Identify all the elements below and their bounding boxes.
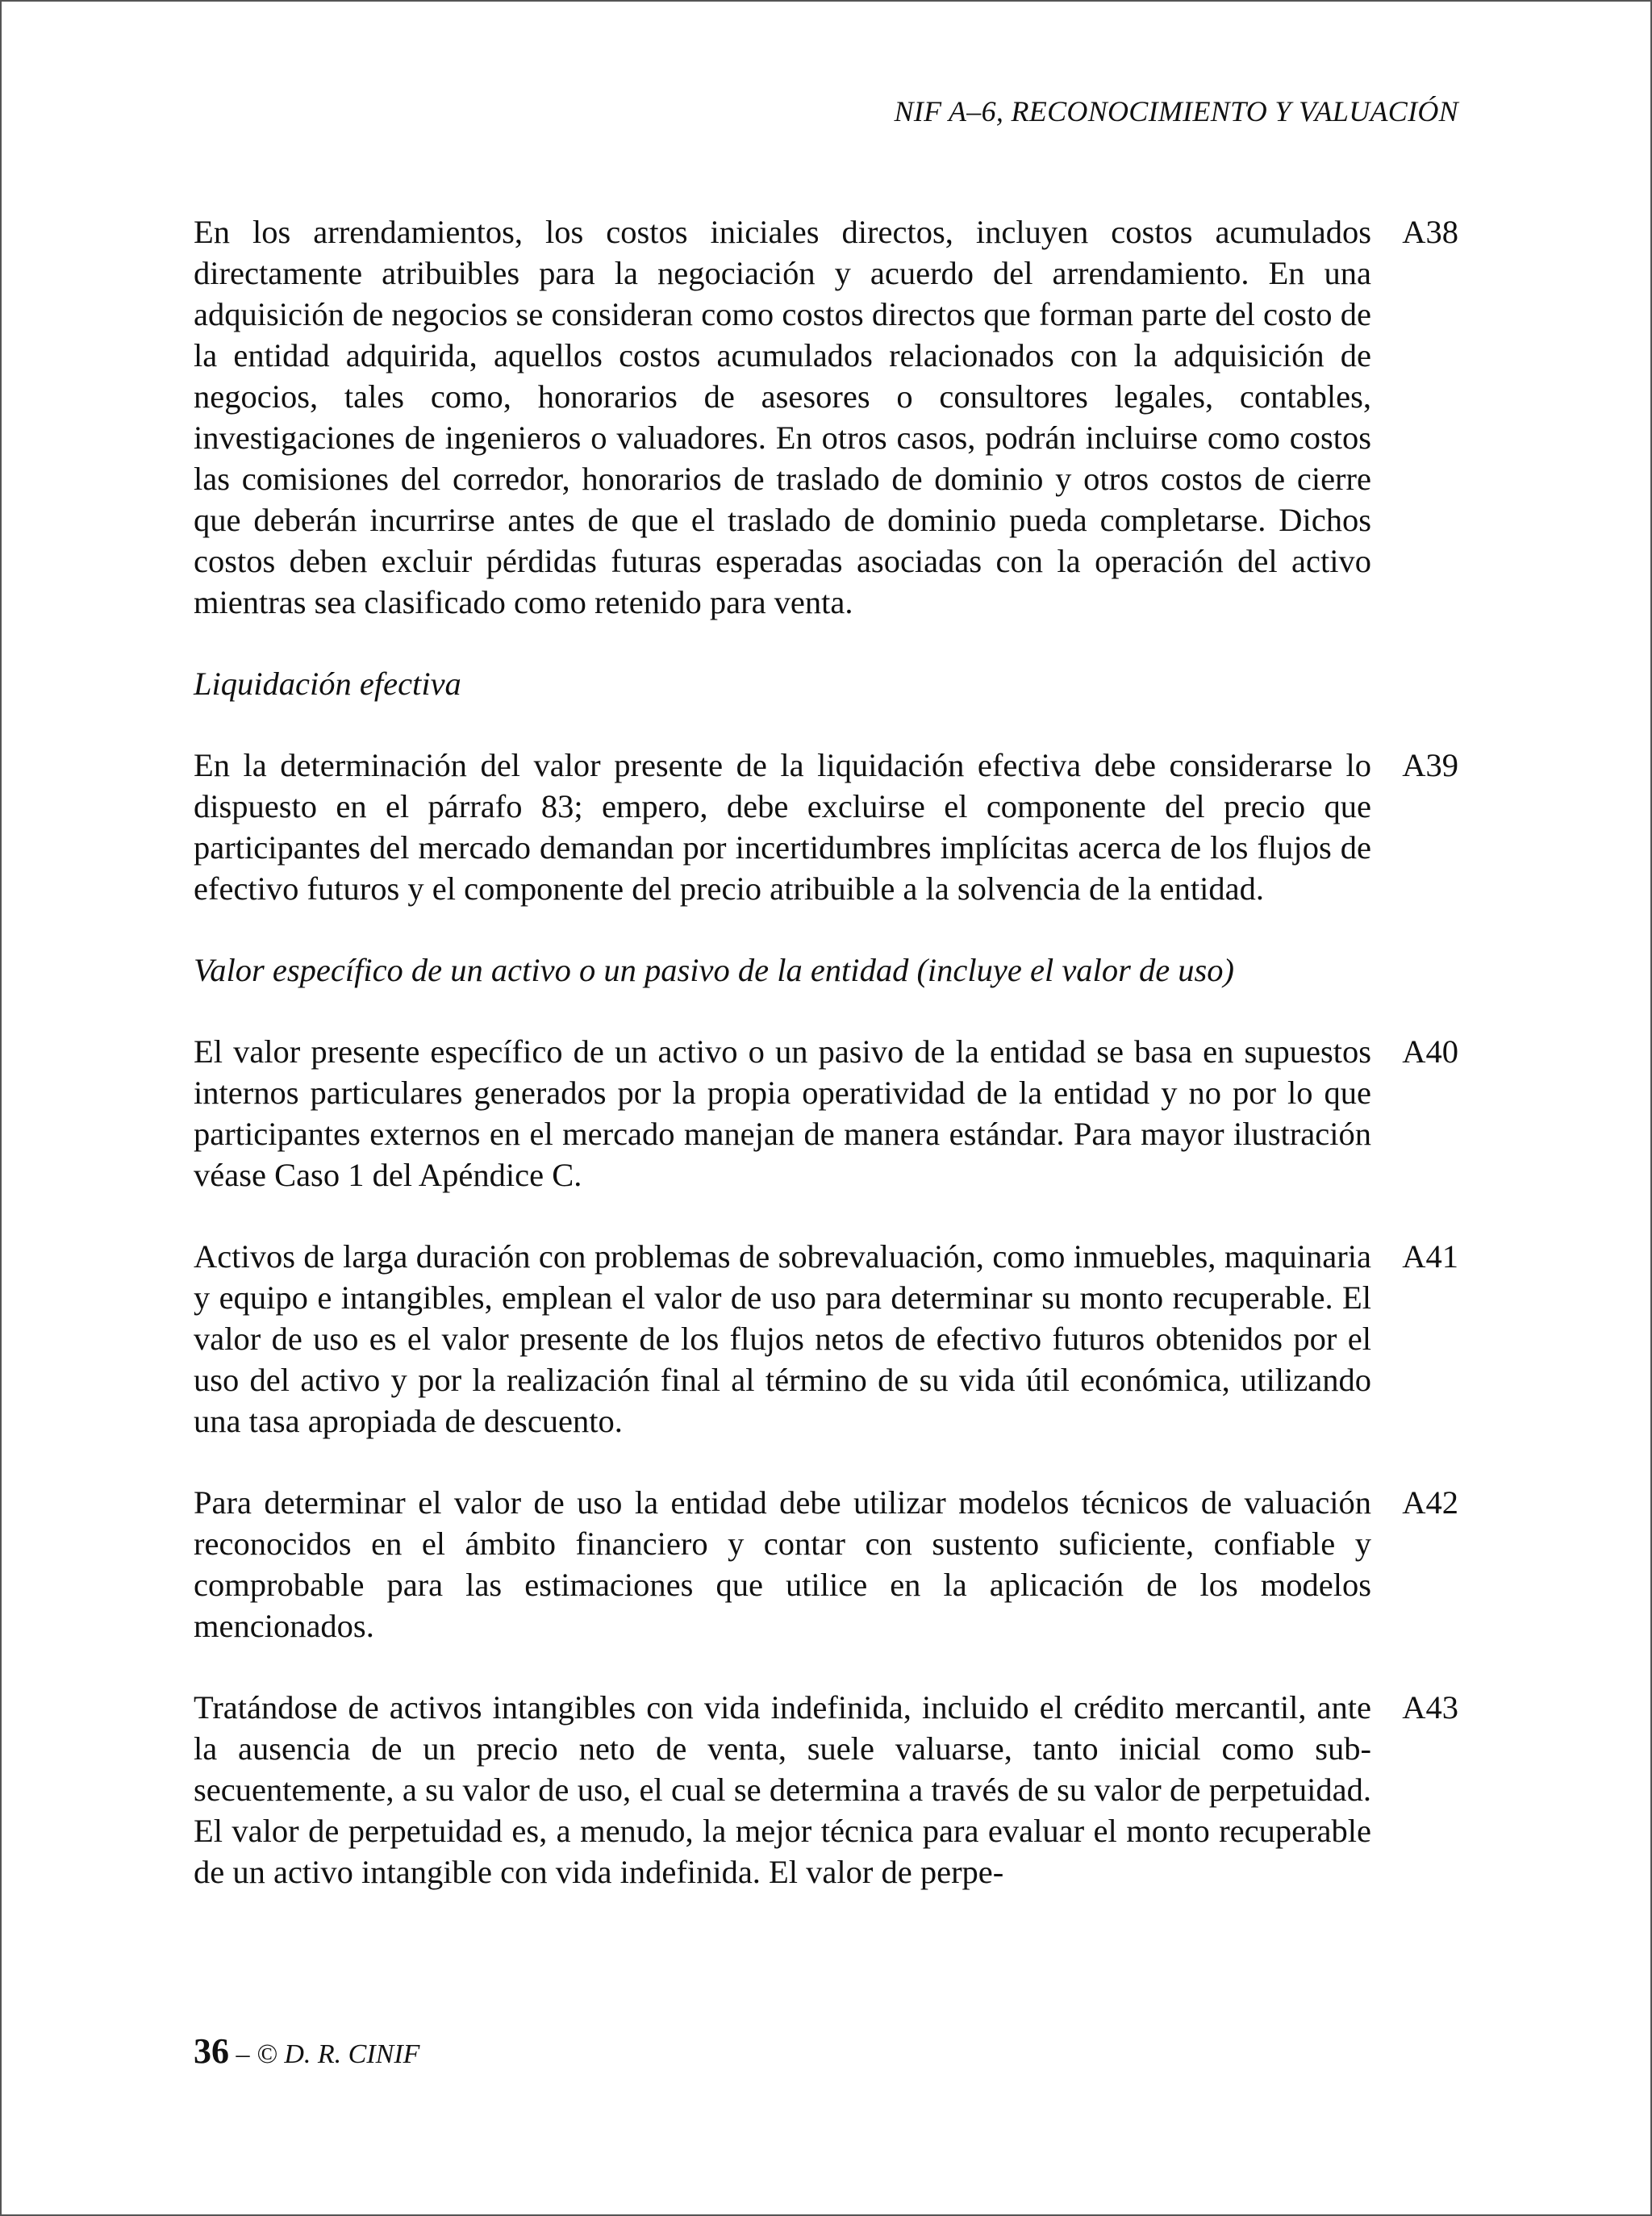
paragraph-text: Para determinar el valor de uso la entidad debe utilizar modelos técnicos de valuación reconocidos en el ámbito financiero y contar con sustento suficiente, confiable y comprobable para las estimaciones que utilice en la aplicación de los modelos mencionados. [194, 1484, 1371, 1644]
paragraph-a42 [194, 1482, 1458, 1646]
paragraph-text: Tratándose de activos intangibles con vida indefinida, incluido el crédito mercantil, ante la ausencia de un precio neto de venta, suele valuarse, tanto inicial como subsecuentemente, a su valor de uso, el cual se determina a través de su valor de perpetuidad. El valor de perpetuidad es, a menudo, la mejor técnica para evaluar el monto recuperable de un activo intangible con vida indefinida. El valor de perpe- [194, 1689, 1371, 1890]
section-subheading: Valor específico de un activo o un pasivo de la entidad (incluye el valor de uso) [194, 952, 1235, 988]
document-body [194, 211, 1458, 1933]
paragraph-a43 [194, 1687, 1458, 1893]
paragraph-number: A42 [1402, 1484, 1458, 1521]
section-subheading: Liquidación efectiva [194, 666, 461, 702]
paragraph-number: A39 [1402, 747, 1458, 783]
paragraph-number: A38 [1402, 214, 1458, 250]
paragraph-text: En los arrendamientos, los costos iniciales directos, incluyen costos acumulados directamente atribuibles para la negociación y acuerdo del arrendamiento. En una adquisición de negocios se consideran como costos directos que forman parte del costo de la entidad adquirida, aquellos costos acumulados relacionados con la adquisición de negocios, tales como, honorarios de asesores o consultores legales, contables, investigaciones de ingenieros o valuadores. En otros casos, podrán incluirse como costos las comisiones del corredor, honorarios de traslado de dominio y otros costos de cierre que deberán incurrirse antes de que el traslado de dominio pueda completarse. Dichos costos deben excluir pérdidas futuras esperadas asociadas con la operación del activo mientras sea clasificado como retenido para venta. [194, 214, 1371, 620]
page-number: 36 [194, 2031, 229, 2071]
paragraph-number: A40 [1402, 1033, 1458, 1070]
paragraph-a39 [194, 745, 1458, 909]
paragraph-text: Activos de larga duración con problemas de sobrevaluación, como inmuebles, maquinaria y equipo e intangibles, emplean el valor de uso para determinar su monto recuperable. El valor de uso es el valor presente de los flujos netos de efectivo futuros obtenidos por el uso del activo y por la realización final al término de su vida útil económica, utilizando una tasa apropiada de descuento. [194, 1238, 1371, 1439]
paragraph-number: A41 [1402, 1238, 1458, 1275]
page-footer [194, 2030, 419, 2072]
paragraph-a40 [194, 1031, 1458, 1196]
paragraph-a41 [194, 1236, 1458, 1442]
paragraph-text: El valor presente específico de un activo o un pasivo de la entidad se basa en supuestos internos particulares generados por la propia operatividad de la entidad y no por lo que participantes externos en el mercado manejan de manera estándar. Para mayor ilustración véase Caso 1 del Apéndice C. [194, 1033, 1371, 1193]
paragraph-text: En la determinación del valor presente de la liquidación efectiva debe considerarse lo dispuesto en el párrafo 83; empero, debe excluirse el componente del precio que participantes del mercado demandan por incertidumbres implícitas acerca de los flujos de efectivo futuros y el componente del precio atribuible a la solvencia de la entidad. [194, 747, 1371, 907]
paragraph-number: A43 [1402, 1689, 1458, 1726]
copyright-notice: – © D. R. CINIF [236, 2039, 420, 2069]
running-header: NIF A–6, RECONOCIMIENTO Y VALUACIÓN [894, 95, 1458, 127]
paragraph-a38 [194, 211, 1458, 623]
